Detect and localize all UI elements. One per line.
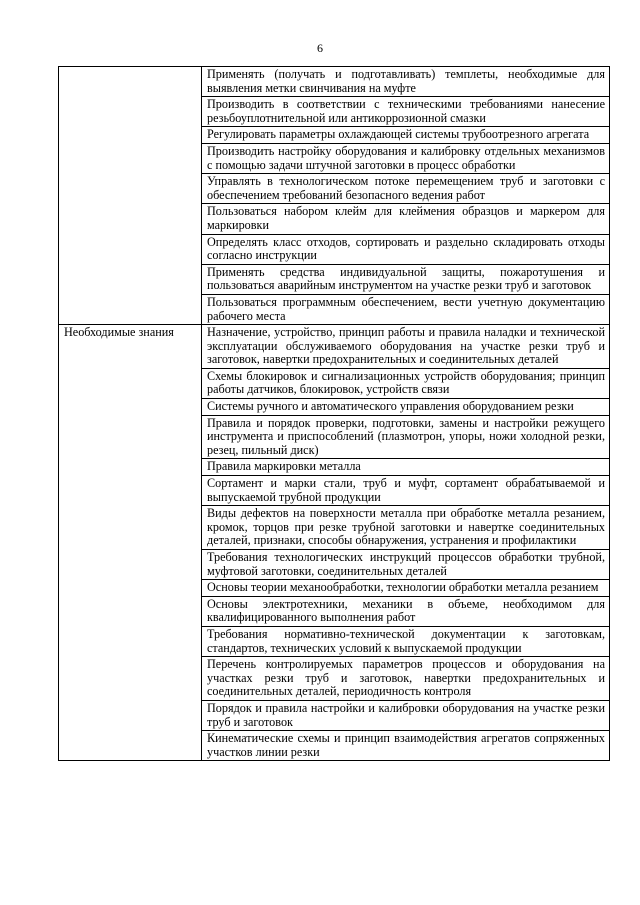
skill-item: Производить настройку оборудования и калибровку отдельных механизмов с помощью задачи штучной заготовки в процесс обработки [202, 143, 610, 173]
section-label [59, 67, 202, 325]
competency-table [58, 66, 610, 761]
knowledge-item: Схемы блокировок и сигнализационных устройств оборудования; принцип работы датчиков, блокировок, устройств связи [202, 368, 610, 398]
skill-item: Пользоваться программным обеспечением, вести учетную документацию рабочего места [202, 294, 610, 324]
table-row [59, 325, 610, 369]
section-label-knowledge: Необходимые знания [59, 325, 202, 761]
knowledge-item: Требования нормативно-технической документации к заготовкам, стандартов, технических условий к выпускаемой продукции [202, 626, 610, 656]
skills-section [59, 67, 610, 325]
knowledge-item: Системы ручного и автоматического управления оборудованием резки [202, 399, 610, 416]
knowledge-item: Порядок и правила настройки и калибровки оборудования на участке резки труб и заготовок [202, 700, 610, 730]
knowledge-item: Правила и порядок проверки, подготовки, замены и настройки режущего инструмента и приспособлений (плазмотрон, упоры, ножи холодной резки, резец, пильный диск) [202, 415, 610, 459]
skill-item: Управлять в технологическом потоке перемещением труб и заготовки с обеспечением требований безопасного ведения работ [202, 174, 610, 204]
knowledge-section [59, 325, 610, 761]
skill-item: Пользоваться набором клейм для клеймения образцов и маркером для маркировки [202, 204, 610, 234]
knowledge-item: Требования технологических инструкций процессов обработки трубной, муфтовой заготовки, соединительных деталей [202, 550, 610, 580]
skill-item: Применять средства индивидуальной защиты, пожаротушения и пользоваться аварийным инструментом на участке резки труб и заготовок [202, 264, 610, 294]
knowledge-item: Перечень контролируемых параметров процессов и оборудования на участках резки труб и заготовок, навертки предохранительных и соединительных деталей, периодичность контроля [202, 657, 610, 701]
skill-item: Применять (получать и подготавливать) темплеты, необходимые для выявления метки свинчивания на муфте [202, 67, 610, 97]
skill-item: Определять класс отходов, сортировать и раздельно складировать отходы согласно инструкции [202, 234, 610, 264]
knowledge-item: Кинематические схемы и принцип взаимодействия агрегатов сопряженных участков линии резки [202, 731, 610, 761]
knowledge-item: Основы электротехники, механики в объеме, необходимом для квалифицированного выполнения работ [202, 596, 610, 626]
skill-item: Регулировать параметры охлаждающей системы трубоотрезного агрегата [202, 127, 610, 144]
knowledge-item: Виды дефектов на поверхности металла при обработке металла резанием, кромок, торцов при резке трубной заготовки и навертке соединительных деталей, признаки, способы обнаружения, устранения и профилактики [202, 506, 610, 550]
table-row [59, 67, 610, 97]
page-number: 6 [317, 41, 323, 55]
skill-item: Производить в соответствии с техническими требованиями нанесение резьбоуплотнительной или антикоррозионной смазки [202, 97, 610, 127]
knowledge-item: Сортамент и марки стали, труб и муфт, сортамент обрабатываемой и выпускаемой трубной продукции [202, 476, 610, 506]
knowledge-item: Правила маркировки металла [202, 459, 610, 476]
knowledge-item: Назначение, устройство, принцип работы и правила наладки и технической эксплуатации обслуживаемого оборудования на участке резки труб и заготовок, навертки предохранительных и соединительных деталей [202, 325, 610, 369]
knowledge-item: Основы теории механообработки, технологии обработки металла резанием [202, 580, 610, 597]
